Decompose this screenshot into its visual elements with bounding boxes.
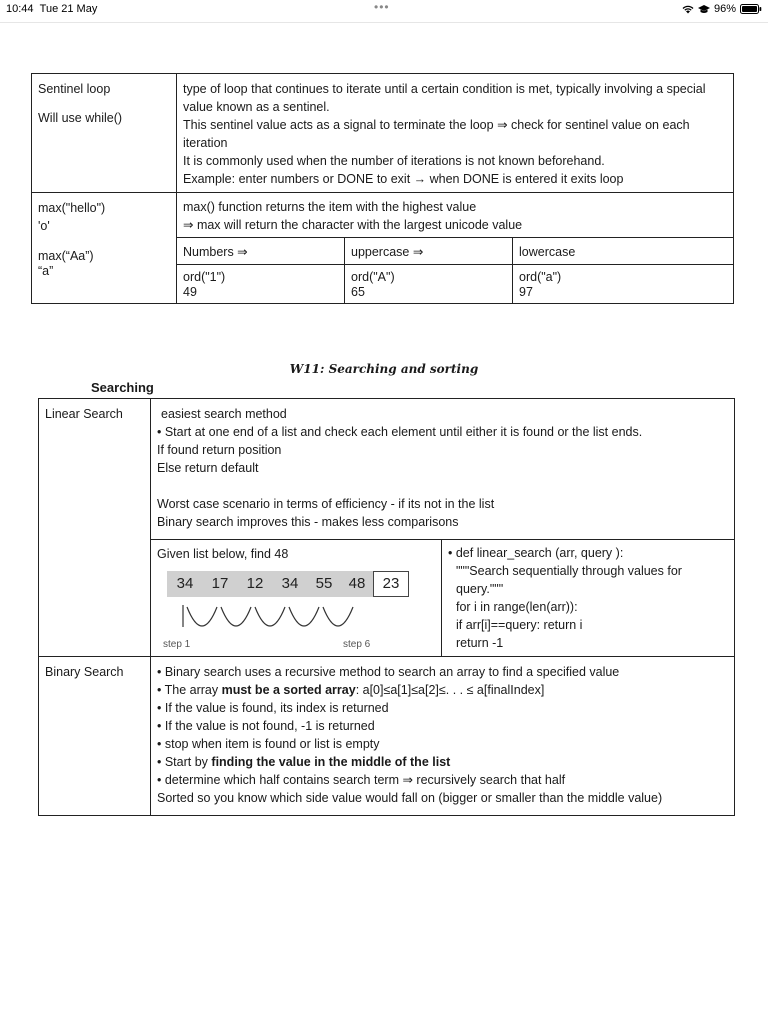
table-row [177,238,733,265]
linear-subtable [151,539,734,656]
battery-percent: 96% [713,3,736,15]
step-arc [187,607,217,626]
ord-call: ord("a") [519,270,562,284]
max-example-text: 'o' [38,219,50,233]
max-line: ⇒ max will return the character with the largest unicode value [183,218,523,232]
max-examples-cell [32,193,177,304]
diagram-caption: Given list below, find 48 [157,547,289,561]
time-text: 10:44 [6,3,34,15]
sentinel-line: Example: enter numbers or DONE to exit → when DONE is entered it exits loop [183,172,624,186]
array-cell: 12 [237,571,273,597]
linear-line: easiest search method [161,407,287,421]
array-cell: 48 [341,571,373,597]
ord-header: Numbers ⇒ [177,238,345,265]
ord-cell [177,265,345,304]
code-line: • def linear_search (arr, query ): [448,546,624,560]
sentinel-title: Sentinel loop [38,82,111,96]
max-example-text: max(“Aa”) [38,249,94,263]
target-cell: 23 [373,571,409,597]
ord-call: ord("1") [183,270,226,284]
step-arcs [167,601,377,635]
binary-line: Sorted so you know which side value would fall on (bigger or smaller than the middle value) [157,791,663,805]
status-bar [0,0,768,20]
status-indicators [682,3,762,15]
binary-line: • If the value is not found, -1 is returned [157,719,375,733]
binary-search-label: Binary Search [39,657,151,816]
step-start-label: step 1 [163,639,191,650]
ord-cell [513,265,734,304]
code-line: """Search sequentially through values for query.""" [456,564,682,596]
ord-result: 49 [183,285,197,299]
array-cell: 55 [307,571,341,597]
wifi-icon [682,5,694,14]
code-line: if arr[i]==query: return i [456,618,583,632]
linear-diagram-cell [151,540,442,657]
table-row [39,657,735,816]
step-arc [323,607,353,626]
linear-search-cell [151,399,735,657]
date-text: Tue 21 May [39,3,98,15]
code-line: return -1 [456,636,504,650]
code-line: for i in range(len(arr)): [456,600,578,614]
table-row [177,265,733,304]
multitask-dots-icon[interactable]: ••• [374,0,390,14]
step-end-label: step 6 [343,639,371,650]
table-row [151,540,734,657]
step-arc [255,607,285,626]
sentinel-note: Will use while() [38,111,123,125]
binary-line [157,753,729,771]
linear-description [151,399,734,539]
linear-line [157,477,728,495]
ord-cell [345,265,513,304]
table-row [177,193,733,238]
ord-result: 97 [519,285,533,299]
table-row [32,74,734,193]
binary-line: • stop when item is found or list is empty [157,737,380,751]
binary-line [157,681,729,699]
step-arc [221,607,251,626]
linear-line: • Start at one end of a list and check each element until either it is found or the list ends. [157,425,643,439]
notes-table-searching [38,398,735,816]
sentinel-label-cell [32,74,177,193]
status-time [6,3,97,15]
linear-line: Binary search improves this - makes less comparisons [157,515,459,529]
array-row [167,571,409,597]
ord-header: uppercase ⇒ [345,238,513,265]
sentinel-line: This sentinel value acts as a signal to terminate the loop ⇒ check for sentinel value on each iteration [183,118,690,150]
page-heading: W11: Searching and sorting [289,362,479,376]
binary-text: • The array [157,683,222,697]
max-description [177,193,733,238]
ord-call: ord("A") [351,270,395,284]
graduation-cap-icon [698,4,710,14]
binary-bold-text: must be a sorted array [221,683,356,697]
sentinel-line: It is commonly used when the number of iterations is not known beforehand. [183,154,605,168]
status-separator [0,22,768,23]
max-line: max() function returns the item with the highest value [183,200,477,214]
linear-line: Worst case scenario in terms of efficiency - if its not in the list [157,497,495,511]
sentinel-line: type of loop that continues to iterate until a certain condition is met, typically involving a special value known as a sentinel. [183,82,706,114]
linear-code-cell [442,540,735,657]
linear-search-label: Linear Search [39,399,151,657]
binary-bold-text: finding the value in the middle of the list [211,755,451,769]
array-cell: 34 [273,571,307,597]
table-row [39,399,735,657]
linear-line: If found return position [157,443,282,457]
table-row [32,193,734,304]
battery-icon [740,4,762,14]
array-cell: 34 [167,571,203,597]
ord-result: 65 [351,285,365,299]
binary-line: • Binary search uses a recursive method to search an array to find a specified value [157,665,620,679]
max-description-cell [177,193,734,304]
linear-line: Else return default [157,461,259,475]
binary-line: • If the value is found, its index is returned [157,701,389,715]
binary-search-cell [151,657,735,816]
linear-search-diagram [157,545,437,651]
section-title: Searching [91,380,154,395]
notes-table-loops [31,73,734,304]
binary-text: : a[0]≤a[1]≤a[2]≤. . . ≤ a[finalIndex] [355,683,545,697]
binary-line: • determine which half contains search term ⇒ recursively search that half [157,773,566,787]
step-arc [289,607,319,626]
max-example-text: “a” [38,264,54,278]
max-example-text: max("hello") [38,201,106,215]
array-cell: 17 [203,571,237,597]
ord-header: lowercase [513,238,734,265]
sentinel-description-cell [177,74,734,193]
binary-text: • Start by [157,755,212,769]
ord-table [177,193,733,303]
